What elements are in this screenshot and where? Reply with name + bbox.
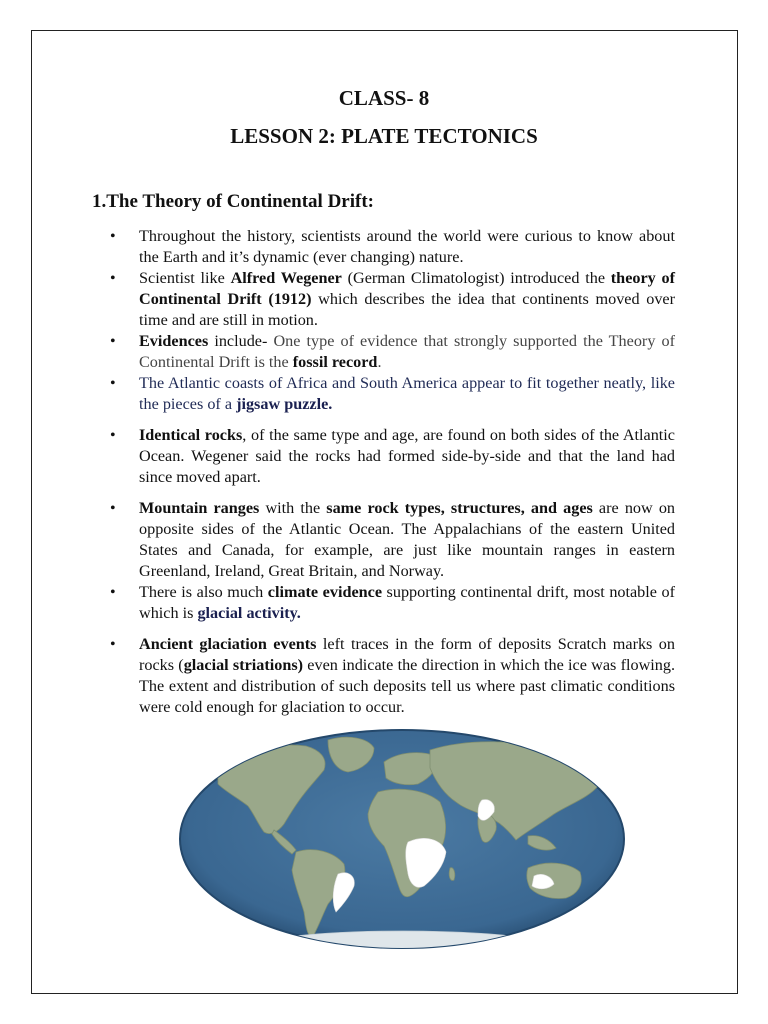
bullet-text: supporting continental drift, most notable of which is [139,583,675,622]
bullet-text: Scientist like [139,269,231,287]
bold-term: Ancient glaciation events [139,635,317,653]
bold-term: glacial striations) [183,656,304,674]
bullet-text: . [377,353,382,371]
bold-term: fossil record [292,353,378,371]
bullet-text: with the [259,499,327,517]
bullet-text: which describes the idea that continents moved over time and are still in motion. [139,290,676,329]
bullet-text: One type of evidence that strongly supported the Theory of Continental Drift is the [139,332,675,371]
bullet-text: Throughout the history, scientists around the world were curious to know about the Earth and it’s dynamic (ever changing) nature. [139,227,675,266]
bold-term: Mountain ranges [139,499,260,517]
bullet-text: , of the same type and age, are found on both sides of the Atlantic Ocean. Wegener said the rocks had formed side-by-side and that the land had since moved apart. [139,426,675,486]
section-heading: 1.The Theory of Continental Drift: [92,191,374,212]
bold-term: climate evidence [267,583,382,601]
bullet-text: left traces in the form of deposits Scratch marks on rocks ( [139,635,675,674]
bullet-text: (German Climatologist) introduced the [341,269,611,287]
bullet-text: include- [208,332,274,350]
bold-term: Identical rocks [139,426,243,444]
bold-term: theory of Continental Drift (1912) [139,269,676,308]
bold-term: jigsaw puzzle. [236,395,333,413]
bullet-text: even indicate the direction in which the ice was flowing. The extent and distribution of such deposits tell us where past climatic conditions were cold enough for glaciation to occur. [139,656,675,716]
madagascar [449,868,455,881]
bold-term: glacial activity. [197,604,301,622]
bold-term: Evidences [139,332,209,350]
bullet-text: are now on opposite sides of the Atlantic Ocean. The Appalachians of the eastern United States and Canada, for example, are just like mountain ranges in eastern Greenland, Ireland, Great Britain, and Norway. [139,499,676,580]
list-item [110,425,675,488]
list-item [110,498,675,582]
bullet-list [110,226,675,718]
list-item [110,634,675,718]
bullet-text: There is also much [139,583,268,601]
list-item [110,373,675,415]
list-item [110,268,675,331]
world-map-glaciation-icon [178,728,626,950]
bullet-text: The Atlantic coasts of Africa and South America appear to fit together neatly, like the pieces of a [139,374,675,413]
bold-term: same rock types, structures, and ages [326,499,593,517]
list-item [110,582,675,624]
class-title: CLASS- 8 [338,86,430,110]
world-map-figure [178,728,626,950]
list-item [110,226,675,268]
list-item [110,331,675,373]
lesson-title: LESSON 2: PLATE TECTONICS [230,124,538,148]
bold-term: Alfred Wegener [230,269,342,287]
